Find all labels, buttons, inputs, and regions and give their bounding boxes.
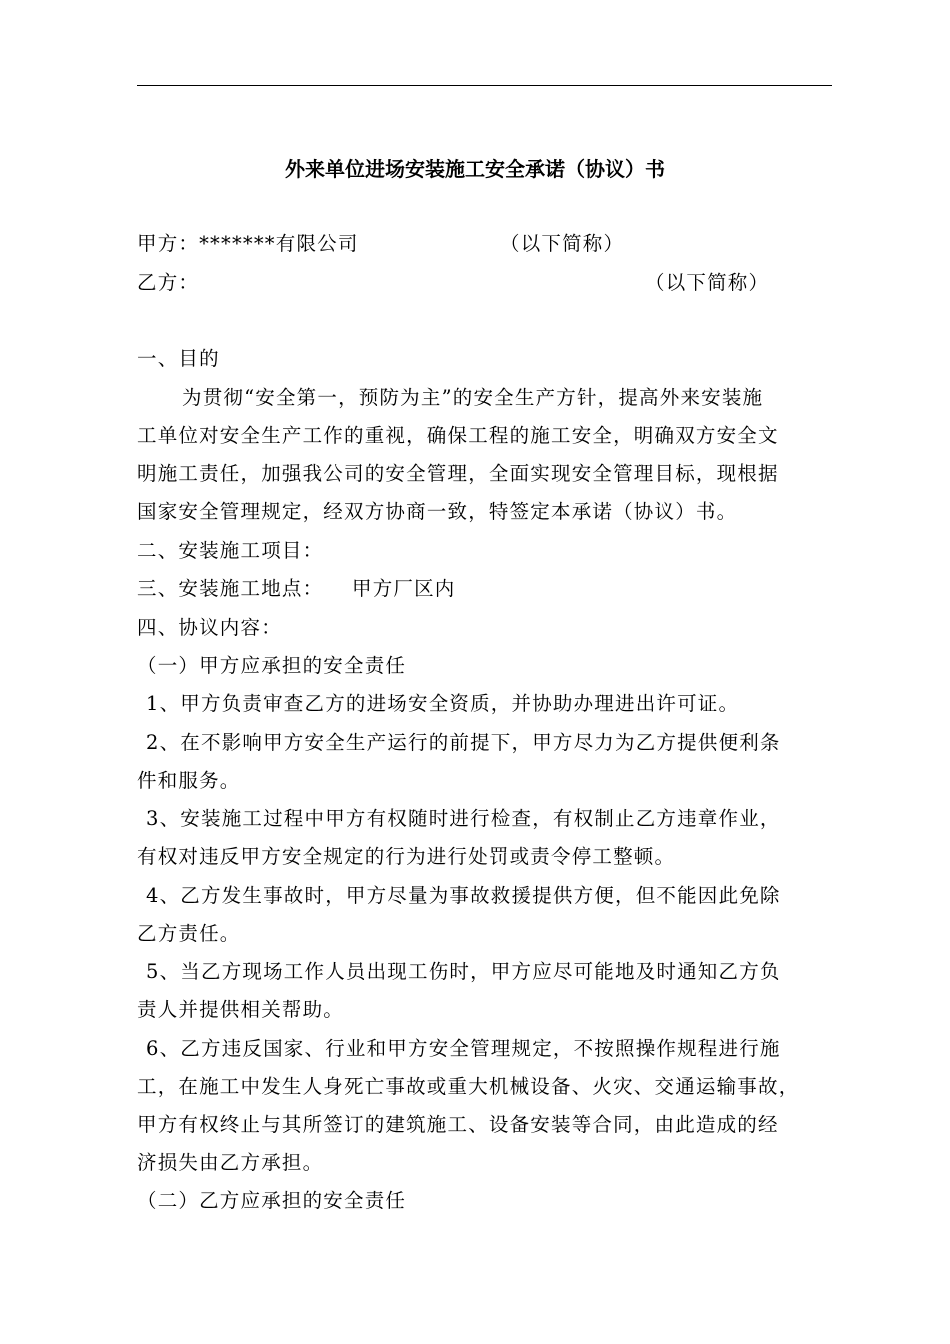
section-heading-project: 二、安装施工项目： bbox=[137, 539, 324, 562]
section-heading-location: 三、安装施工地点： bbox=[137, 577, 324, 600]
party-a-label: 甲方：*******有限公司 bbox=[137, 232, 359, 255]
item-line: 济损失由乙方承担。 bbox=[137, 1151, 324, 1174]
location-value: 甲方厂区内 bbox=[352, 577, 456, 600]
purpose-line: 明施工责任，加强我公司的安全管理，全面实现安全管理目标，现根据 bbox=[137, 462, 779, 485]
item-line: 5、当乙方现场工作人员出现工伤时，甲方应尽可能地及时通知乙方负 bbox=[146, 960, 781, 983]
party-a-suffix: （以下简称） bbox=[500, 232, 625, 255]
section-heading-purpose: 一、目的 bbox=[137, 347, 220, 370]
item-line: 工，在施工中发生人身死亡事故或重大机械设备、火灾、交通运输事故， bbox=[137, 1075, 800, 1098]
item-line: 责人并提供相关帮助。 bbox=[137, 998, 345, 1021]
item-line: 2、在不影响甲方安全生产运行的前提下，甲方尽力为乙方提供便利条 bbox=[146, 731, 781, 754]
header-rule bbox=[137, 85, 832, 86]
section-heading-content: 四、协议内容： bbox=[137, 616, 282, 639]
party-b-label: 乙方： bbox=[137, 271, 200, 294]
subsection-heading-party-b: （二）乙方应承担的安全责任 bbox=[137, 1189, 407, 1212]
item-line: 1、甲方负责审查乙方的进场安全资质，并协助办理进出许可证。 bbox=[146, 692, 740, 715]
purpose-line: 国家安全管理规定，经双方协商一致，特签定本承诺（协议）书。 bbox=[137, 500, 738, 523]
item-line: 4、乙方发生事故时，甲方尽量为事故救援提供方便，但不能因此免除 bbox=[146, 884, 781, 907]
item-line: 件和服务。 bbox=[137, 769, 241, 792]
purpose-line: 为贯彻“安全第一，预防为主”的安全生产方针，提高外来安装施 bbox=[182, 386, 764, 409]
document-title: 外来单位进场安装施工安全承诺（协议）书 bbox=[285, 157, 665, 181]
item-line: 有权对违反甲方安全规定的行为进行处罚或责令停工整顿。 bbox=[137, 845, 676, 868]
item-line: 6、乙方违反国家、行业和甲方安全管理规定，不按照操作规程进行施 bbox=[146, 1037, 781, 1060]
item-line: 3、安装施工过程中甲方有权随时进行检查，有权制止乙方违章作业， bbox=[146, 807, 781, 830]
purpose-line: 工单位对安全生产工作的重视，确保工程的施工安全，明确双方安全文 bbox=[137, 424, 779, 447]
item-line: 乙方责任。 bbox=[137, 922, 241, 945]
party-b-suffix: （以下简称） bbox=[645, 271, 770, 294]
item-line: 甲方有权终止与其所签订的建筑施工、设备安装等合同，由此造成的经 bbox=[137, 1113, 779, 1136]
subsection-heading-party-a: （一）甲方应承担的安全责任 bbox=[137, 654, 407, 677]
